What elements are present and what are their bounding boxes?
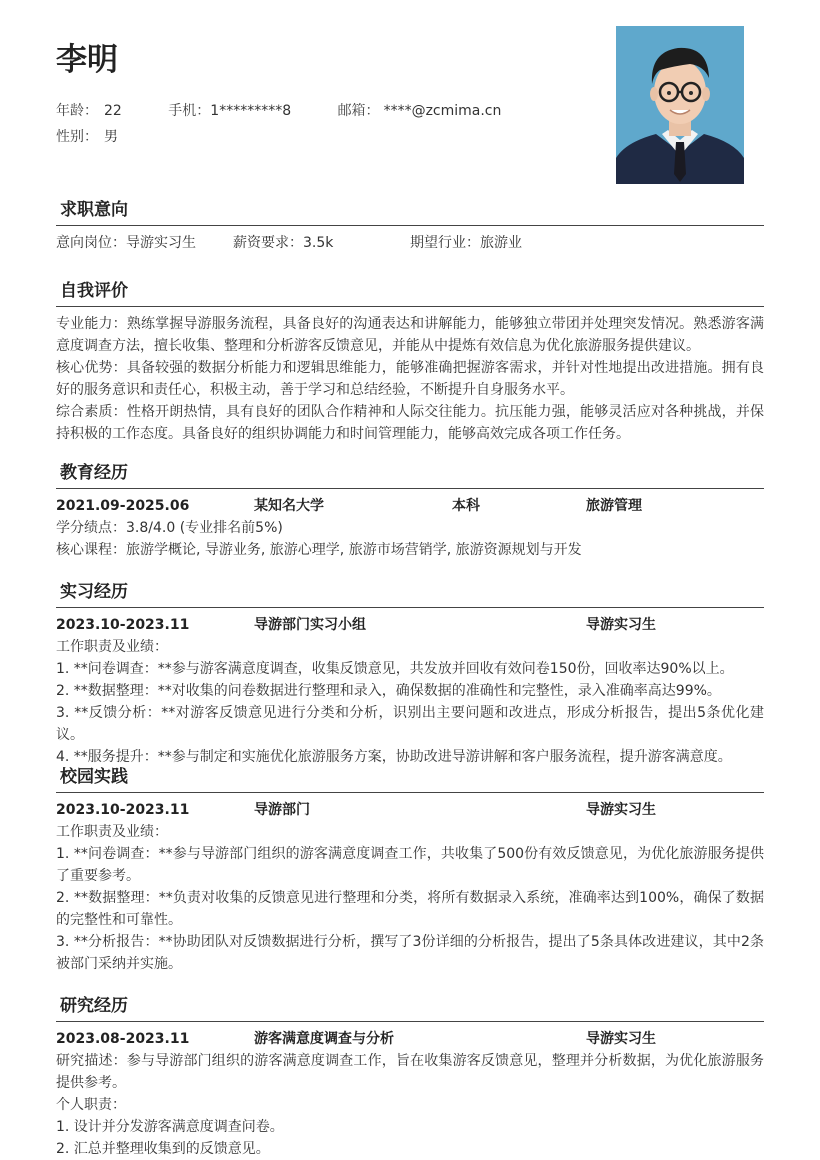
campus-header-row — [56, 799, 764, 821]
gender-row — [56, 126, 152, 148]
education-section — [56, 461, 764, 561]
campus-role: 导游实习生 — [586, 802, 656, 818]
research-role: 导游实习生 — [586, 1031, 656, 1047]
portrait-illustration — [616, 26, 744, 184]
campus-org: 导游部门 — [254, 802, 310, 818]
research-section — [56, 994, 764, 1160]
phone-value: 1*********8 — [210, 103, 292, 119]
internship-line: 3. **反馈分析：**对游客反馈意见进行分类和分析，识别出主要问题和改进点，形成分析报告，提出5条优化建议。 — [56, 705, 764, 743]
research-project: 游客满意度调查与分析 — [254, 1031, 394, 1047]
intent-salary: 薪资要求：3.5k — [233, 235, 334, 251]
self-eval-paragraph: 核心优势：具备较强的数据分析能力和逻辑思维能力，能够准确把握游客需求，并针对性地提出改进措施。拥有良好的服务意识和责任心，积极主动，善于学习和总结经验，不断提升自身服务水平。 — [56, 360, 764, 398]
phone-info — [168, 100, 291, 122]
candidate-name: 李明 — [56, 42, 118, 78]
section-title: 自我评价 — [56, 279, 764, 307]
intent-position: 意向岗位：导游实习生 — [56, 235, 196, 251]
section-title: 校园实践 — [56, 765, 764, 793]
internship-line: 1. **问卷调查：**参与游客满意度调查，收集反馈意见，共发放并回收有效问卷150份，回收率达90%以上。 — [56, 661, 734, 677]
research-header-row — [56, 1028, 764, 1050]
profile-photo — [616, 26, 744, 184]
education-major: 旅游管理 — [586, 498, 642, 514]
gender-value: 男 — [104, 129, 118, 145]
research-period: 2023.08-2023.11 — [56, 1031, 190, 1047]
research-line: 研究描述：参与导游部门组织的游客满意度调查工作，旨在收集游客反馈意见，整理并分析数据，为优化旅游服务提供参考。 — [56, 1053, 764, 1091]
campus-practice-section — [56, 765, 764, 975]
education-line: 核心课程：旅游学概论, 导游业务, 旅游心理学, 旅游市场营销学, 旅游资源规划与开发 — [56, 542, 582, 558]
section-title: 实习经历 — [56, 580, 764, 608]
email-label: 邮箱： — [337, 103, 380, 119]
gender-info — [56, 126, 118, 148]
internship-role: 导游实习生 — [586, 617, 656, 633]
self-eval-paragraph: 综合素质：性格开朗热情，具有良好的团队合作精神和人际交往能力。抗压能力强，能够灵活应对各种挑战，并保持积极的工作态度。具备良好的组织协调能力和时间管理能力，能够高效完成各项工作任务。 — [56, 404, 764, 442]
campus-line: 2. **数据整理：**负责对收集的反馈意见进行整理和分类，将所有数据录入系统，准确率达到100%，确保了数据的完整性和可靠性。 — [56, 890, 764, 928]
job-intent-section — [56, 198, 764, 254]
campus-line: 3. **分析报告：**协助团队对反馈数据进行分析，撰写了3份详细的分析报告，提出了5条具体改进建议，其中2条被部门采纳并实施。 — [56, 934, 764, 972]
intent-industry: 期望行业：旅游业 — [410, 235, 522, 251]
education-degree: 本科 — [452, 498, 480, 514]
section-title: 研究经历 — [56, 994, 764, 1022]
research-line: 个人职责： — [56, 1097, 126, 1113]
education-line: 学分绩点：3.8/4.0 (专业排名前5%) — [56, 520, 283, 536]
campus-period: 2023.10-2023.11 — [56, 802, 190, 818]
phone-label: 手机： — [168, 103, 211, 119]
research-line: 1. 设计并分发游客满意度调查问卷。 — [56, 1119, 284, 1135]
campus-line: 工作职责及业绩： — [56, 824, 168, 840]
gender-label: 性别： — [56, 129, 98, 145]
education-header-row — [56, 495, 764, 517]
internship-period: 2023.10-2023.11 — [56, 617, 190, 633]
education-school: 某知名大学 — [254, 498, 324, 514]
internship-section — [56, 580, 764, 768]
age-value: 22 — [104, 103, 122, 119]
age-info — [56, 100, 122, 122]
internship-org: 导游部门实习小组 — [254, 617, 366, 633]
section-title: 求职意向 — [56, 198, 764, 226]
section-title: 教育经历 — [56, 461, 764, 489]
campus-line: 1. **问卷调查：**参与导游部门组织的游客满意度调查工作，共收集了500份有效反馈意见，为优化旅游服务提供了重要参考。 — [56, 846, 764, 884]
internship-line: 4. **服务提升：**参与制定和实施优化旅游服务方案，协助改进导游讲解和客户服务流程，提升游客满意度。 — [56, 749, 732, 765]
education-period: 2021.09-2025.06 — [56, 498, 190, 514]
internship-line: 工作职责及业绩： — [56, 639, 168, 655]
self-evaluation-section — [56, 279, 764, 445]
internship-line: 2. **数据整理：**对收集的问卷数据进行整理和录入，确保数据的准确性和完整性，录入准确率高达99%。 — [56, 683, 721, 699]
email-value: ****@zcmima.cn — [383, 103, 502, 119]
contact-row — [56, 100, 535, 122]
age-label: 年龄： — [56, 103, 98, 119]
self-eval-paragraph: 专业能力：熟练掌握导游服务流程，具备良好的沟通表达和讲解能力，能够独立带团并处理突发情况。熟悉游客满意度调查方法，擅长收集、整理和分析游客反馈意见，并能从中提炼有效信息为优化旅游服务提供建议。 — [56, 316, 764, 354]
email-info — [338, 100, 502, 122]
intent-row — [56, 232, 764, 254]
internship-header-row — [56, 614, 764, 636]
research-line: 2. 汇总并整理收集到的反馈意见。 — [56, 1141, 270, 1157]
